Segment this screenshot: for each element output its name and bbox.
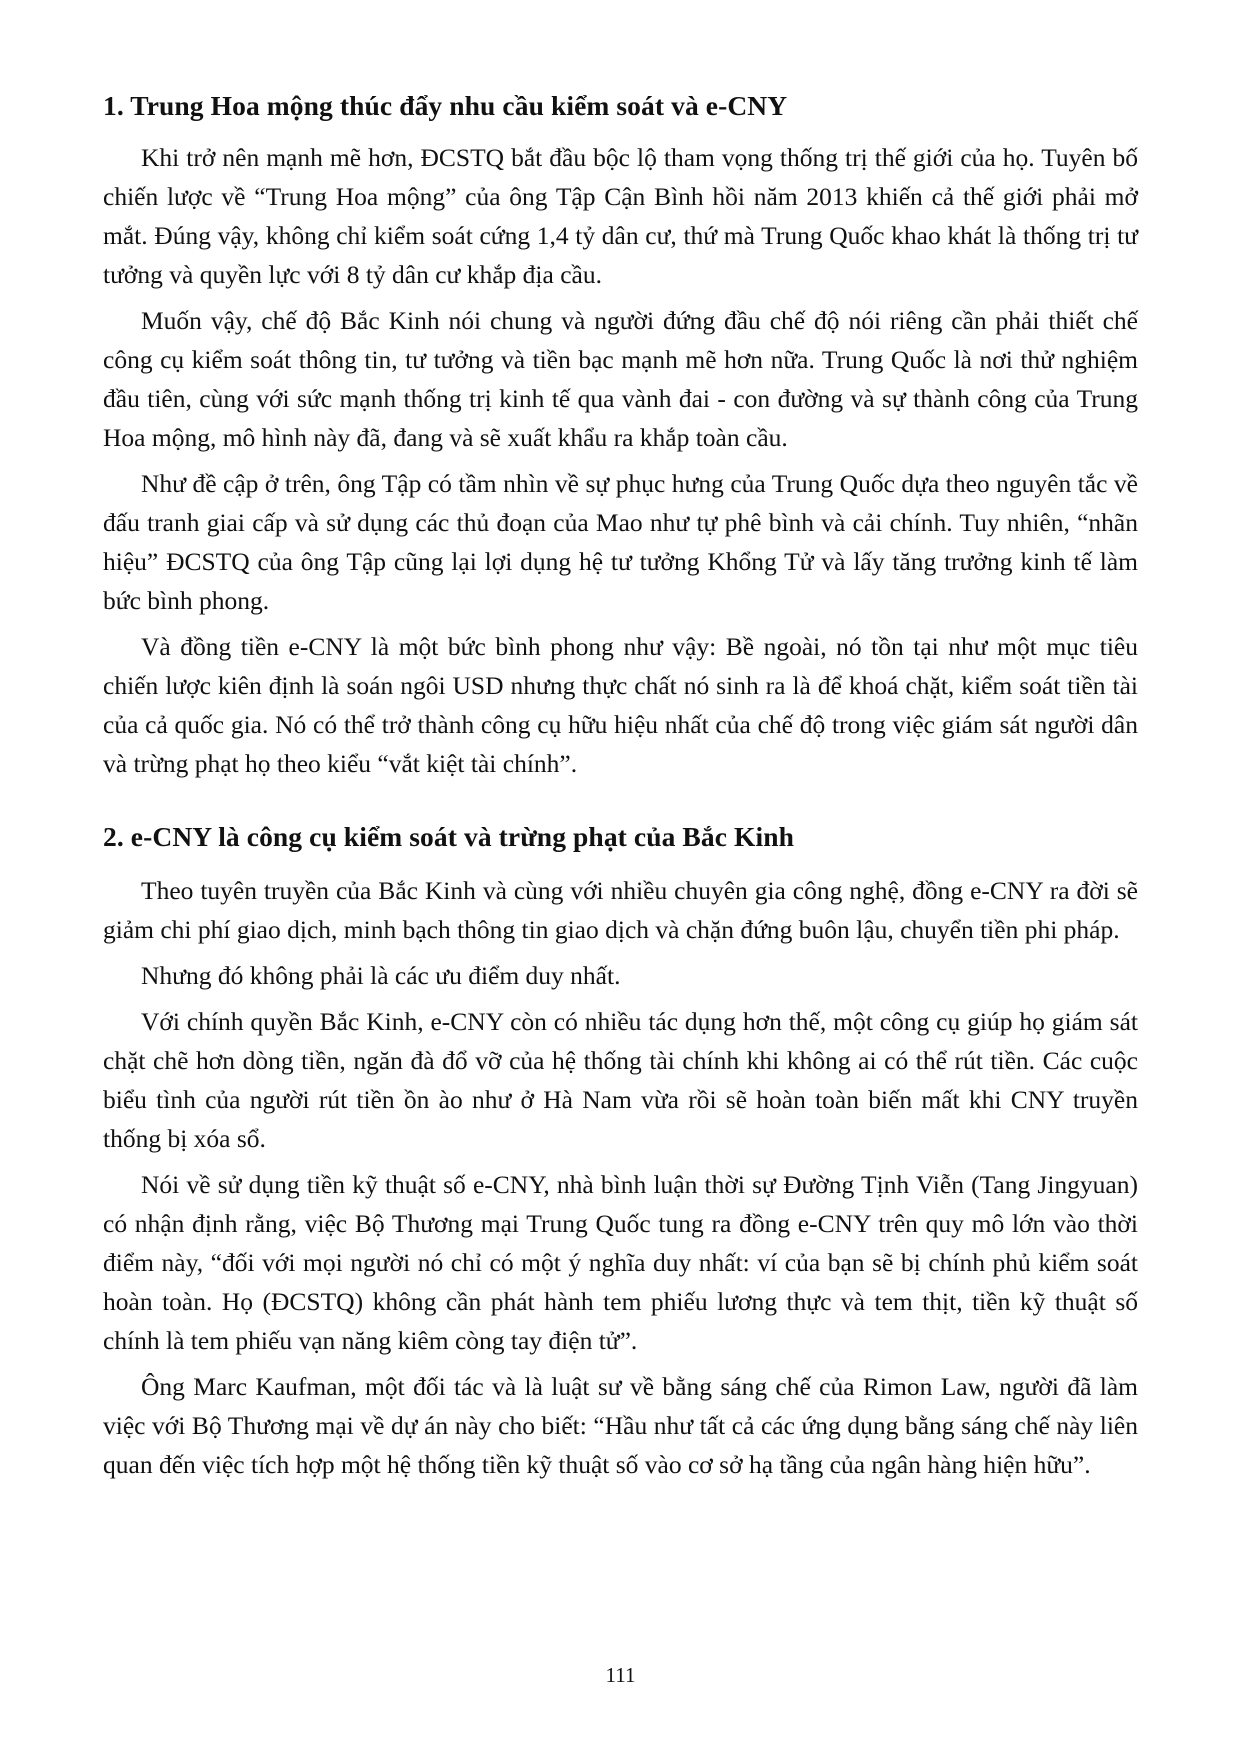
paragraph: Nói về sử dụng tiền kỹ thuật số e-CNY, nhà bình luận thời sự Đường Tịnh Viễn (Tang Jingyuan) có nhận định rằng, việc Bộ Thương mại Trung Quốc tung ra đồng e-CNY trên quy mô lớn vào thời điểm này, “đối với mọi người nó chỉ có một ý nghĩa duy nhất: ví của bạn sẽ bị chính phủ kiểm soát hoàn toàn. Họ (ĐCSTQ) không cần phát hành tem phiếu lương thực và tem thịt, tiền kỹ thuật số chính là tem phiếu vạn năng kiêm còng tay điện tử”.	[103, 1169, 1138, 1355]
paragraph: Với chính quyền Bắc Kinh, e-CNY còn có nhiều tác dụng hơn thế, một công cụ giúp họ giám sát chặt chẽ hơn dòng tiền, ngăn đà đổ vỡ của hệ thống tài chính khi không ai có thể rút tiền. Các cuộc biểu tình của người rút tiền ồn ào như ở Hà Nam vừa rồi sẽ hoàn toàn biến mất khi CNY truyền thống bị xóa sổ.	[103, 1006, 1138, 1153]
paragraph: Và đồng tiền e-CNY là một bức bình phong như vậy: Bề ngoài, nó tồn tại như một mục tiêu chiến lược kiên định là soán ngôi USD nhưng thực chất nó sinh ra là để khoá chặt, kiểm soát tiền tài của cả quốc gia. Nó có thể trở thành công cụ hữu hiệu nhất của chế độ trong việc giám sát người dân và trừng phạt họ theo kiểu “vắt kiệt tài chính”.	[103, 631, 1138, 778]
paragraph: Khi trở nên mạnh mẽ hơn, ĐCSTQ bắt đầu bộc lộ tham vọng thống trị thế giới của họ. Tuyên bố chiến lược về “Trung Hoa mộng” của ông Tập Cận Bình hồi năm 2013 khiến cả thế giới phải mở mắt. Đúng vậy, không chỉ kiểm soát cứng 1,4 tỷ dân cư, thứ mà Trung Quốc khao khát là thống trị tư tưởng và quyền lực với 8 tỷ dân cư khắp địa cầu.	[103, 142, 1138, 289]
section-heading-1: 1. Trung Hoa mộng thúc đẩy nhu cầu kiểm soát và e-CNY	[103, 90, 788, 121]
paragraph: Theo tuyên truyền của Bắc Kinh và cùng với nhiều chuyên gia công nghệ, đồng e-CNY ra đời sẽ giảm chi phí giao dịch, minh bạch thông tin giao dịch và chặn đứng buôn lậu, chuyển tiền phi pháp.	[103, 875, 1138, 944]
section-heading-2: 2. e-CNY là công cụ kiểm soát và trừng phạt của Bắc Kinh	[103, 820, 795, 852]
paragraph: Muốn vậy, chế độ Bắc Kinh nói chung và người đứng đầu chế độ nói riêng cần phải thiết chế công cụ kiểm soát thông tin, tư tưởng và tiền bạc mạnh mẽ hơn nữa. Trung Quốc là nơi thử nghiệm đầu tiên, cùng với sức mạnh thống trị kinh tế qua vành đai - con đường và sự thành công của Trung Hoa mộng, mô hình này đã, đang và sẽ xuất khẩu ra khắp toàn cầu.	[103, 305, 1138, 452]
paragraph: Ông Marc Kaufman, một đối tác và là luật sư về bằng sáng chế của Rimon Law, người đã làm việc với Bộ Thương mại về dự án này cho biết: “Hầu như tất cả các ứng dụng bằng sáng chế này liên quan đến việc tích hợp một hệ thống tiền kỹ thuật số vào cơ sở hạ tầng của ngân hàng hiện hữu”.	[103, 1371, 1138, 1479]
page-content	[103, 88, 1138, 1484]
paragraph: Như đề cập ở trên, ông Tập có tầm nhìn về sự phục hưng của Trung Quốc dựa theo nguyên tắc về đấu tranh giai cấp và sử dụng các thủ đoạn của Mao như tự phê bình và cải chính. Tuy nhiên, “nhãn hiệu” ĐCSTQ của ông Tập cũng lại lợi dụng hệ tư tưởng Khổng Tử và lấy tăng trưởng kinh tế làm bức bình phong.	[103, 468, 1138, 615]
page-number: 111	[605, 1663, 636, 1687]
paragraph: Nhưng đó không phải là các ưu điểm duy nhất.	[141, 960, 621, 990]
